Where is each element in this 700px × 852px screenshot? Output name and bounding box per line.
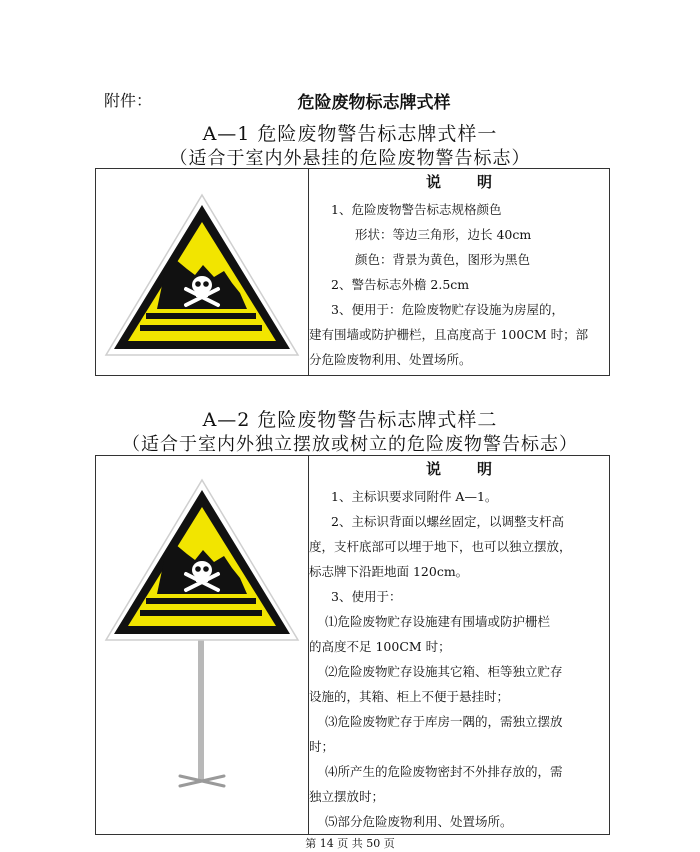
explain-line: ⑴危险废物贮存设施建有围墙或防护栅栏: [325, 614, 551, 629]
explain-heading-char-b: 明: [477, 460, 493, 478]
explain-line: 独立摆放时；: [309, 789, 385, 804]
hazardous-waste-warning-sign: [100, 189, 304, 361]
section2-explanation-cell: [309, 456, 610, 835]
section2-explain-heading: [309, 456, 609, 482]
hazardous-waste-warning-sign-on-pole: [100, 476, 304, 816]
page-footer: 第 14 页 共 50 页: [305, 837, 395, 850]
explain-line: ⑶危险废物贮存于库房一隅的，需独立摆放: [325, 714, 563, 729]
section2-image-cell: [96, 456, 309, 835]
explain-line: 度，支杆底部可以埋于地下，也可以独立摆放，: [309, 539, 572, 554]
explain-heading-char-a: 说: [425, 460, 441, 478]
explain-line: 形状：等边三角形，边长 40cm: [355, 227, 532, 242]
section2-subtitle: （适合于室内外独立摆放或树立的危险废物警告标志）: [122, 434, 578, 455]
explain-line: ⑵危险废物贮存设施其它箱、柜等独立贮存: [325, 664, 563, 679]
explain-line: 2、警告标志外檐 2.5cm: [331, 277, 470, 292]
explain-heading-char-b: 明: [477, 173, 493, 191]
explain-line: 的高度不足 100CM 时；: [309, 639, 451, 654]
section2-title: A—2 危险废物警告标志牌式样二: [202, 409, 498, 431]
explain-line: 分危险废物利用、处置场所。: [309, 352, 472, 367]
explain-line: 1、危险废物警告标志规格颜色: [331, 202, 502, 217]
section1-table: [95, 168, 610, 376]
section1-explain-heading: [309, 169, 609, 195]
explain-line: 1、主标识要求同附件 A—1。: [331, 489, 498, 504]
attachment-label: 附件：: [104, 91, 153, 110]
explain-line: 颜色：背景为黄色，图形为黑色: [355, 252, 531, 267]
explain-line: 设施的，其箱、柜上不便于悬挂时；: [309, 689, 510, 704]
section1-image-cell: [96, 169, 309, 376]
explain-heading-char-a: 说: [425, 173, 441, 191]
explain-line: 3、使用于：: [331, 589, 402, 604]
document-title: 危险废物标志牌式样: [297, 93, 451, 113]
section1-subtitle: （适合于室内外悬挂的危险废物警告标志）: [169, 148, 531, 169]
explain-line: ⑸部分危险废物利用、处置场所。: [325, 814, 513, 829]
explain-line: 建有围墙或防护栅栏，且高度高于 100CM 时；部: [309, 327, 589, 342]
header-row: [104, 88, 644, 112]
explain-line: 时；: [309, 739, 335, 754]
explain-line: 3、便用于：危险废物贮存设施为房屋的，: [331, 302, 564, 317]
explain-line: 2、主标识背面以螺丝固定，以调整支杆高: [331, 514, 564, 529]
explain-line: 标志牌下沿距地面 120cm。: [309, 564, 469, 579]
section1-explanation-cell: [309, 169, 610, 376]
section1-title: A—1 危险废物警告标志牌式样一: [202, 123, 498, 145]
explain-line: ⑷所产生的危险废物密封不外排存放的，需: [325, 764, 563, 779]
section2-table: [95, 455, 610, 835]
